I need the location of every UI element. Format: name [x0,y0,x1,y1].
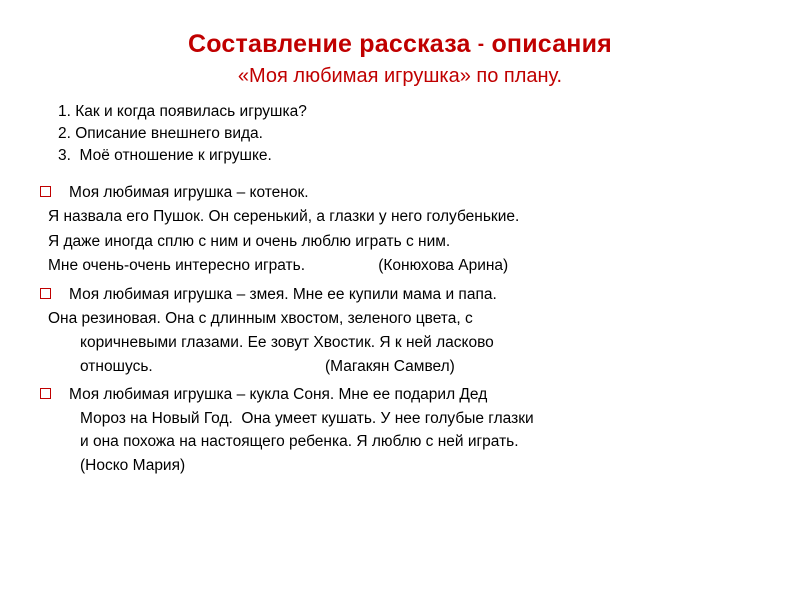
answer-entry-2 [40,283,760,378]
plan-item-3: 3. Моё отношение к игрушке. [58,146,272,164]
plan-item-1: 1. Как и когда появилась игрушка? [58,102,307,120]
answer-entry-3-first-line: Моя любимая игрушка – кукла Соня. Мне ее подарил Дед [69,386,488,404]
plan-list [40,101,760,167]
answer-entry-1-line-3: Я даже иногда сплю с ним и очень люблю играть с ним. [48,232,451,250]
student-answers [40,181,760,478]
page-title-part2: описания [491,30,612,58]
answer-entry-2-bullet-row [40,283,760,307]
square-bullet-icon [40,288,51,299]
answer-entry-3-line-4: (Носко Мария) [80,456,186,474]
answer-entry-3-line-3: и она похожа на настоящего ребенка. Я люблю с ней играть. [80,433,519,451]
entry-spacer-2 [40,378,760,381]
plan-item-2: 2. Описание внешнего вида. [58,124,263,142]
answer-entry-2-line-4: отношусь. (Магакян Самвел) [80,357,455,375]
answer-entry-1-line-2: Я назвала его Пушок. Он серенький, а глазки у него голубенькие. [48,208,520,226]
page-subtitle: «Моя любимая игрушка» по плану. [237,64,563,87]
answer-entry-1-bullet-row [40,181,760,205]
answer-entry-1 [40,181,760,278]
page-title [40,30,760,59]
entry-spacer-1 [40,278,760,281]
answer-entry-3-line-2: Мороз на Новый Год. Она умеет кушать. У нее голубые глазки [80,409,534,427]
page-title-part1: Составление рассказа [188,30,471,58]
square-bullet-icon [40,388,51,399]
answer-entry-3-bullet-row [40,383,760,407]
page-title-dash: - [477,34,485,55]
answer-entry-1-first-line: Моя любимая игрушка – котенок. [69,183,309,201]
answer-entry-1-line-4: Мне очень-очень интересно играть. (Конюхова Арина) [48,257,509,275]
answer-entry-3 [40,383,760,477]
answer-entry-2-first-line: Моя любимая игрушка – змея. Мне ее купили мама и папа. [69,285,497,303]
square-bullet-icon [40,186,51,197]
answer-entry-2-line-3: коричневыми глазами. Ее зовут Хвостик. Я к ней ласково [80,334,494,352]
title-block [40,30,760,89]
answer-entry-2-line-2: Она резиновая. Она с длинным хвостом, зеленого цвета, с [48,310,473,328]
